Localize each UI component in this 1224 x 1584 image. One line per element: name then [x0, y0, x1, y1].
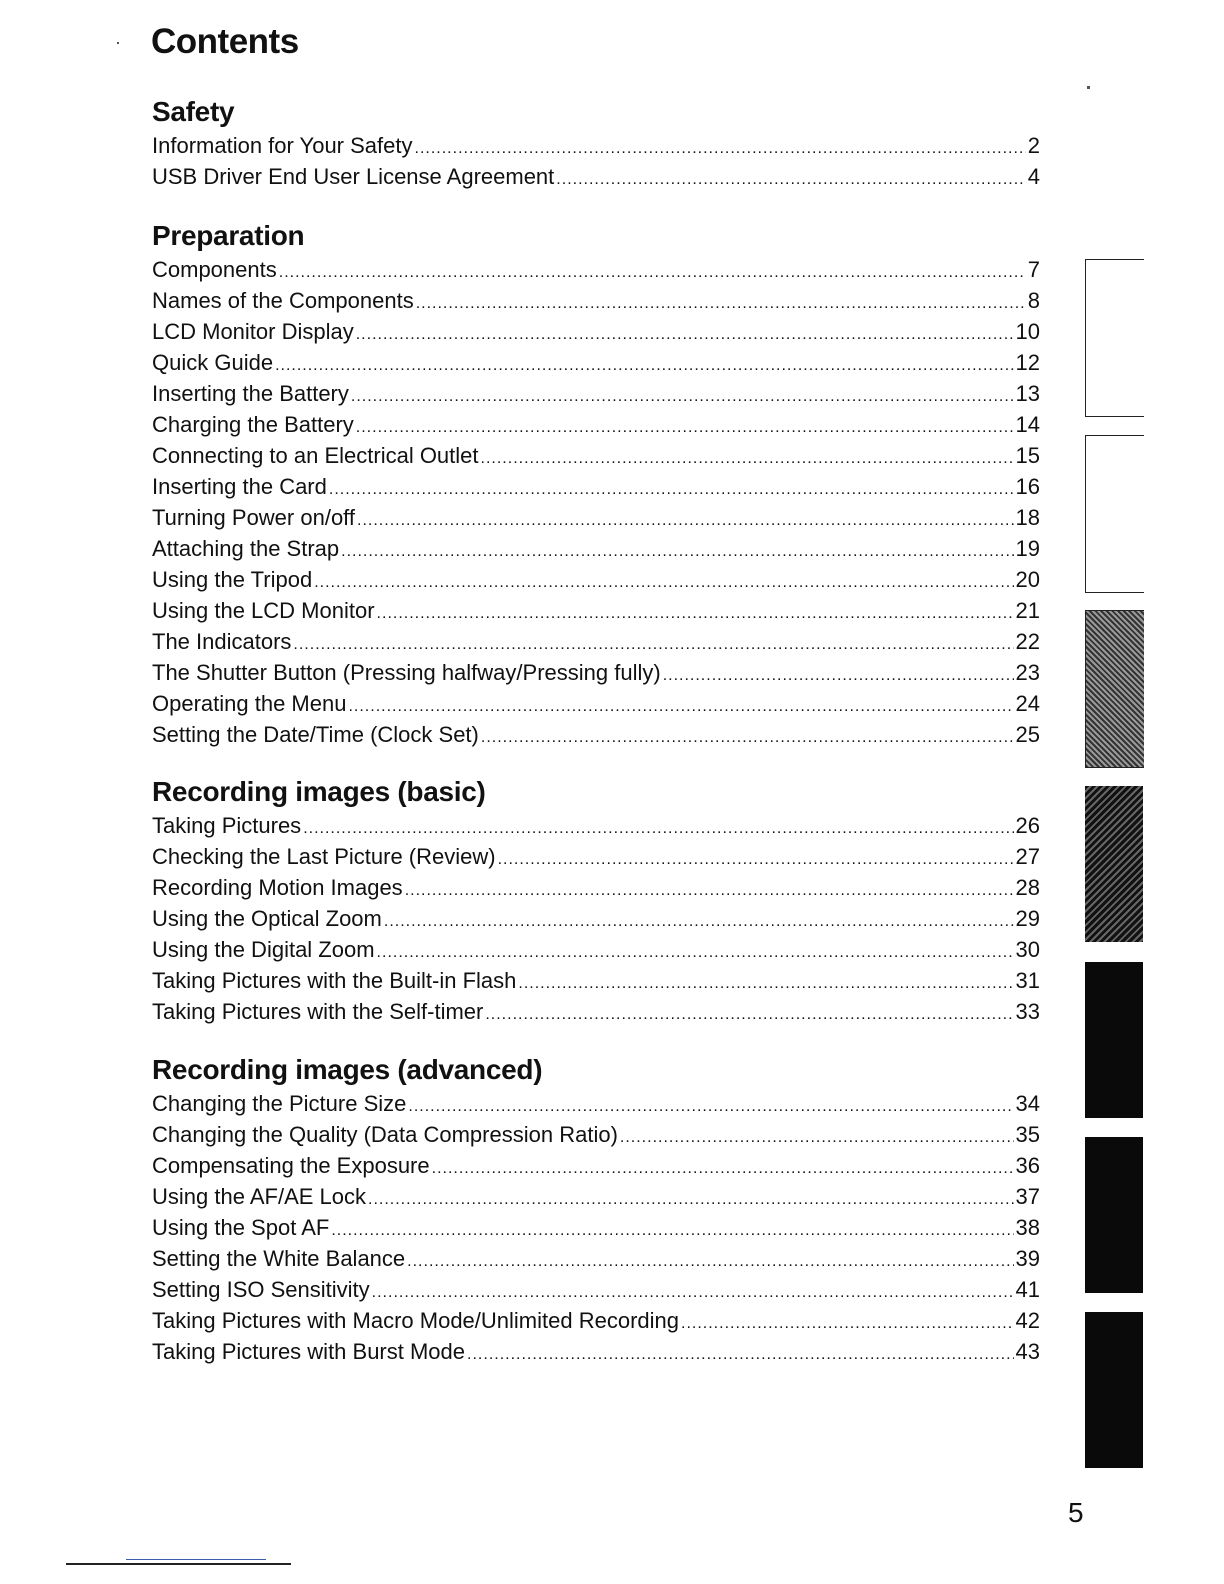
entry-page: 34 [1015, 1091, 1040, 1116]
entry-title: Taking Pictures with the Built-in Flash [152, 968, 517, 993]
toc-entry[interactable] [152, 595, 1040, 626]
dot-leader [481, 443, 1014, 474]
dot-leader [351, 381, 1014, 412]
entry-page: 8 [1027, 288, 1040, 313]
dot-leader [485, 999, 1013, 1030]
thumb-tab-solid [1085, 1312, 1143, 1468]
dot-leader [279, 257, 1026, 288]
entry-page: 28 [1015, 875, 1040, 900]
entry-page: 10 [1015, 319, 1040, 344]
page-title: Contents [151, 22, 299, 61]
entry-title: Recording Motion Images [152, 875, 403, 900]
entry-title: Taking Pictures with Burst Mode [152, 1339, 466, 1364]
toc-entry[interactable] [152, 1181, 1040, 1212]
entry-title: Compensating the Exposure [152, 1153, 430, 1178]
entry-page: 12 [1015, 350, 1040, 375]
toc-entry[interactable] [152, 719, 1040, 750]
dot-leader [663, 660, 1014, 691]
dot-leader [356, 319, 1014, 350]
dot-leader [377, 937, 1014, 968]
toc-entry[interactable] [152, 130, 1040, 161]
toc-entry[interactable] [152, 1336, 1040, 1367]
toc-entry[interactable] [152, 409, 1040, 440]
toc-entry[interactable] [152, 1119, 1040, 1150]
entry-title: Inserting the Card [152, 474, 327, 499]
entry-page: 38 [1015, 1215, 1040, 1240]
toc-entry[interactable] [152, 502, 1040, 533]
entry-page: 21 [1015, 598, 1040, 623]
dot-leader [303, 813, 1013, 844]
thumb-tab-outline [1085, 259, 1144, 417]
entry-title: Attaching the Strap [152, 536, 340, 561]
thumb-tab-outline [1085, 435, 1144, 593]
section-heading: Preparation [152, 220, 305, 251]
toc-entry[interactable] [152, 564, 1040, 595]
thumb-tab-dark-textured [1085, 786, 1143, 942]
entry-title: LCD Monitor Display [152, 319, 354, 344]
entry-page: 2 [1027, 133, 1040, 158]
dot-leader [481, 722, 1014, 753]
bottom-rule [66, 1563, 126, 1565]
toc-entry[interactable] [152, 965, 1040, 996]
dot-leader [275, 350, 1013, 381]
entry-title: Using the Spot AF [152, 1215, 330, 1240]
toc-entry[interactable] [152, 872, 1040, 903]
thumb-tab-textured [1085, 610, 1144, 768]
section-heading: Safety [152, 96, 235, 127]
toc-entry[interactable] [152, 1088, 1040, 1119]
dot-leader [329, 474, 1014, 505]
dot-leader [416, 288, 1026, 319]
dot-leader [620, 1122, 1014, 1153]
entry-title: Changing the Quality (Data Compression Ratio) [152, 1122, 618, 1147]
toc-section-recording-basic [152, 774, 1040, 1027]
toc-section-safety [152, 94, 1040, 192]
entry-page: 23 [1015, 660, 1040, 685]
dot-leader [377, 598, 1014, 629]
entry-title: Connecting to an Electrical Outlet [152, 443, 479, 468]
entry-page: 24 [1015, 691, 1040, 716]
toc-entry[interactable] [152, 254, 1040, 285]
entry-title: Changing the Picture Size [152, 1091, 407, 1116]
entry-page: 19 [1015, 536, 1040, 561]
entry-page: 25 [1015, 722, 1040, 747]
toc-section-preparation [152, 218, 1040, 750]
entry-title: Setting the White Balance [152, 1246, 406, 1271]
entry-title: Turning Power on/off [152, 505, 356, 530]
entry-page: 22 [1015, 629, 1040, 654]
dot-leader [498, 844, 1014, 875]
toc-entry[interactable] [152, 347, 1040, 378]
toc-entry[interactable] [152, 1212, 1040, 1243]
entry-page: 39 [1015, 1246, 1040, 1271]
toc-entry[interactable] [152, 471, 1040, 502]
entry-page: 35 [1015, 1122, 1040, 1147]
entry-page: 29 [1015, 906, 1040, 931]
entry-page: 37 [1015, 1184, 1040, 1209]
entry-title: Taking Pictures with Macro Mode/Unlimited Recording [152, 1308, 679, 1333]
dot-leader [348, 691, 1013, 722]
entry-page: 41 [1015, 1277, 1040, 1302]
dot-leader [293, 629, 1013, 660]
toc-entry[interactable] [152, 810, 1040, 841]
dot-leader [415, 133, 1026, 164]
dot-leader [384, 906, 1014, 937]
toc-entry[interactable] [152, 1305, 1040, 1336]
entry-title: The Shutter Button (Pressing halfway/Pressing fully) [152, 660, 661, 685]
entry-page: 43 [1015, 1339, 1040, 1364]
entry-page: 18 [1015, 505, 1040, 530]
entry-title: The Indicators [152, 629, 292, 654]
toc-entry[interactable] [152, 378, 1040, 409]
dot-leader [405, 875, 1014, 906]
entry-title: Using the Optical Zoom [152, 906, 382, 931]
bottom-rule [126, 1559, 266, 1560]
entry-title: Using the Digital Zoom [152, 937, 375, 962]
entry-title: Information for Your Safety [152, 133, 413, 158]
dot-leader [407, 1246, 1013, 1277]
entry-title: Setting ISO Sensitivity [152, 1277, 370, 1302]
entry-title: Checking the Last Picture (Review) [152, 844, 496, 869]
toc-entry[interactable] [152, 1243, 1040, 1274]
toc-entry[interactable] [152, 996, 1040, 1027]
dot-leader [467, 1339, 1013, 1370]
entry-title: Taking Pictures [152, 813, 302, 838]
toc-entry[interactable] [152, 285, 1040, 316]
dot-leader [368, 1184, 1014, 1215]
entry-page: 7 [1027, 257, 1040, 282]
entry-page: 14 [1015, 412, 1040, 437]
entry-title: Inserting the Battery [152, 381, 349, 406]
entry-title: Charging the Battery [152, 412, 354, 437]
dot-leader [314, 567, 1013, 598]
toc-entry[interactable] [152, 161, 1040, 192]
toc-entry[interactable] [152, 626, 1040, 657]
dot-leader [556, 164, 1025, 195]
entry-page: 42 [1015, 1308, 1040, 1333]
toc-entry[interactable] [152, 533, 1040, 564]
entry-page: 16 [1015, 474, 1040, 499]
dot-leader [331, 1215, 1013, 1246]
toc-entry[interactable] [152, 903, 1040, 934]
entry-page: 20 [1015, 567, 1040, 592]
toc-entry[interactable] [152, 657, 1040, 688]
toc-entry[interactable] [152, 1274, 1040, 1305]
dot-leader [681, 1308, 1014, 1339]
entry-title: Quick Guide [152, 350, 274, 375]
entry-title: Using the LCD Monitor [152, 598, 375, 623]
entry-page: 30 [1015, 937, 1040, 962]
dot-leader [356, 412, 1014, 443]
toc-entry[interactable] [152, 440, 1040, 471]
thumb-tab-solid [1085, 1137, 1143, 1293]
toc-entry[interactable] [152, 841, 1040, 872]
entry-title: Setting the Date/Time (Clock Set) [152, 722, 479, 747]
page-number: 5 [1068, 1497, 1084, 1528]
section-heading: Recording images (basic) [152, 776, 486, 807]
entry-title: Using the Tripod [152, 567, 313, 592]
section-heading: Recording images (advanced) [152, 1054, 543, 1085]
toc-entry[interactable] [152, 688, 1040, 719]
entry-page: 4 [1027, 164, 1040, 189]
entry-page: 26 [1015, 813, 1040, 838]
dot-leader [357, 505, 1014, 536]
scan-mark [1087, 86, 1090, 89]
entry-page: 31 [1015, 968, 1040, 993]
dot-leader [408, 1091, 1013, 1122]
entry-page: 33 [1015, 999, 1040, 1024]
entry-title: Names of the Components [152, 288, 414, 313]
dot-leader [518, 968, 1013, 999]
entry-page: 27 [1015, 844, 1040, 869]
toc-entry[interactable] [152, 1150, 1040, 1181]
toc-section-recording-advanced [152, 1052, 1040, 1367]
entry-title: Components [152, 257, 277, 282]
entry-title: Operating the Menu [152, 691, 347, 716]
dot-leader [341, 536, 1013, 567]
dot-leader [432, 1153, 1014, 1184]
entry-page: 13 [1015, 381, 1040, 406]
entry-page: 36 [1015, 1153, 1040, 1178]
entry-page: 15 [1015, 443, 1040, 468]
entry-title: USB Driver End User License Agreement [152, 164, 555, 189]
thumb-tab-solid [1085, 962, 1143, 1118]
entry-title: Taking Pictures with the Self-timer [152, 999, 484, 1024]
entry-title: Using the AF/AE Lock [152, 1184, 366, 1209]
dot-leader [372, 1277, 1014, 1308]
toc-entry[interactable] [152, 934, 1040, 965]
scan-mark [117, 42, 119, 44]
bottom-rule [126, 1563, 291, 1565]
toc-entry[interactable] [152, 316, 1040, 347]
